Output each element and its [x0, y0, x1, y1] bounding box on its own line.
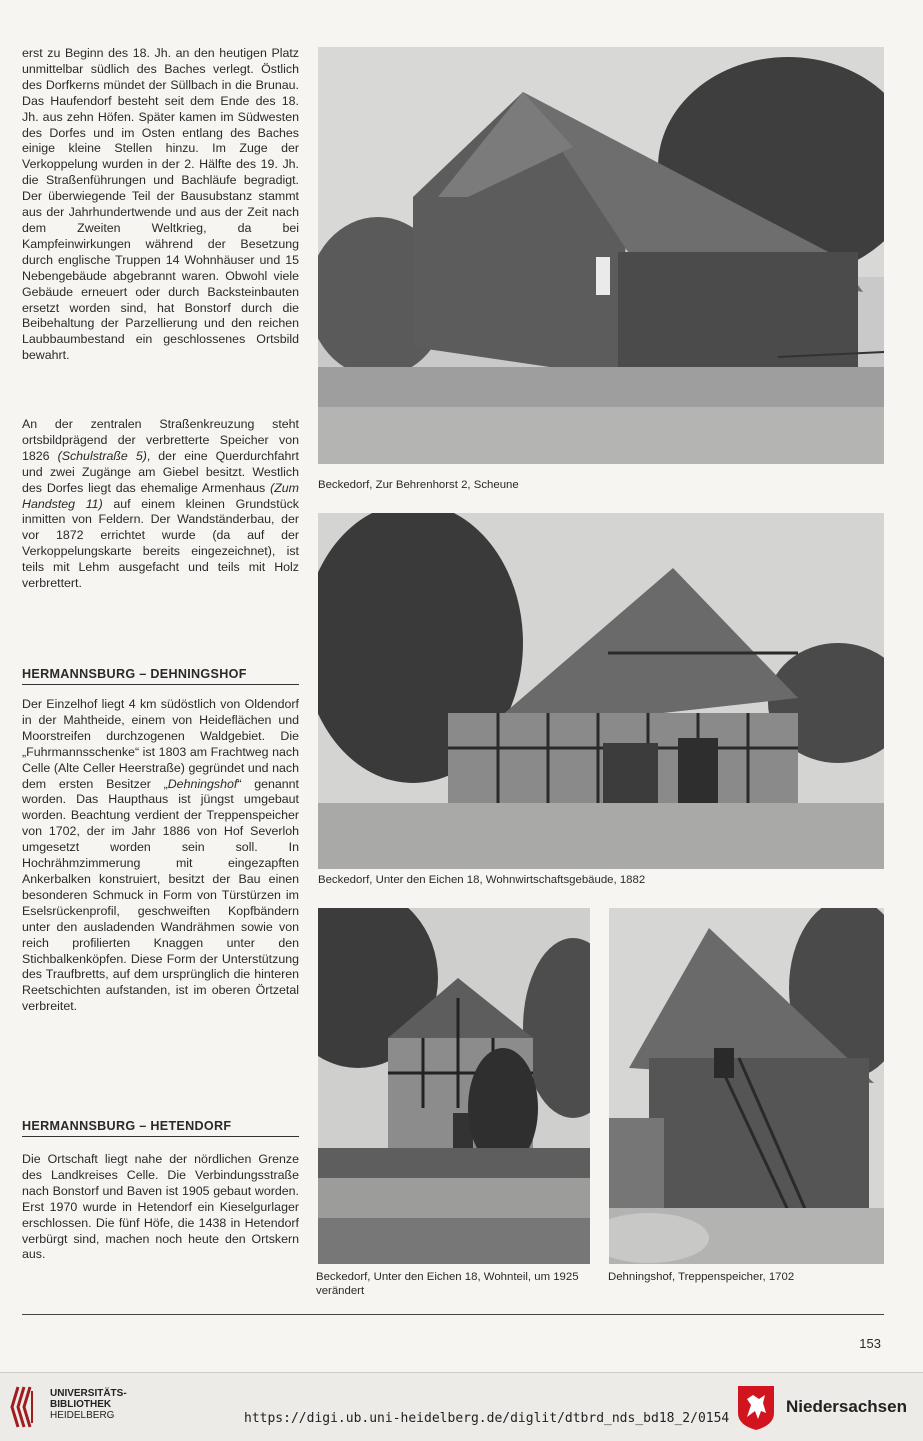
library-line: UNIVERSITÄTS-: [50, 1388, 127, 1399]
name-italic: Dehningshof: [167, 776, 238, 791]
paragraph-text: [22, 697, 299, 1015]
caption-photo-barn: Beckedorf, Zur Behrenhorst 2, Scheune: [318, 479, 519, 491]
section-heading-dehningshof: HERMANNSBURG – DEHNINGSHOF: [22, 667, 299, 685]
text-paragraph-dehningshof: [22, 697, 299, 1015]
text-span: Der Einzelhof liegt 4 km südöstlich von Oldendorf in der Mahtheide, einem von Heideflächen und Moorstreifen durchzogenen Waldgebiet. Die „Fuhrmannsschenke“ ist 1803 am Frachtweg nach Celle (Alte Celler Heerstraße) gegründet und nach dem ersten Besitzer „: [22, 697, 299, 791]
caption-photo-house: Beckedorf, Unter den Eichen 18, Wohnteil, um 1925 verändert: [316, 1271, 579, 1297]
page-divider: [22, 1314, 884, 1315]
university-library-logo-icon[interactable]: [10, 1385, 44, 1434]
photo-house: [318, 908, 590, 1264]
text-paragraph-bonstorf: [22, 46, 299, 364]
section-heading-hetendorf: HERMANNSBURG – HETENDORF: [22, 1119, 299, 1137]
paragraph-text: erst zu Beginn des 18. Jh. an den heutigen Platz unmittelbar südlich des Baches verlegt. Östlich des Dorfkerns mündet der Süllbach in die Brunau. Das Haufendorf besteht seit dem Ende des 18. Jh. aus zehn Höfen. Später kamen im Südwesten des Dorfes und im Osten entlang des Baches einige kleine Stellen hinzu. Im Zuge der Verkoppelung wurden in der 2. Hälfte des 19. Jh. die Straßenführungen und Bachläufe begradigt. Der überwiegende Teil der Bausubstanz stammt aus der Jahrhundertwende und aus der Zeit nach dem Zweiten Weltkrieg, da bei Kampfeinwirkungen während der Besetzung durch englische Truppen 14 Wohnhäuser und 15 Nebengebäude abgebrannt waren. Obwohl viele Gebäude erneuert oder durch Backsteinbauten ersetzt worden sind, hat Bonstorf durch die Beibehaltung der Parzellierung und den reichen Laubbaumbestand ein geschlossenes Ortsbild bewahrt.: [22, 46, 299, 363]
university-library-name: [50, 1388, 127, 1421]
photo-farmhouse: [318, 513, 884, 869]
library-line: BIBLIOTHEK: [50, 1399, 112, 1410]
caption-photo-treppenspeicher: Dehningshof, Treppenspeicher, 1702: [608, 1271, 795, 1283]
photo-barn: [318, 47, 884, 464]
text-span: auf einem kleinen Grundstück inmitten von Feldern. Der Wandständerbau, der vor 1872 errichtet wurde (da auf der Verkoppelungskarte bereits eingezeichnet), ist teils mit Lehm ausgefacht und teils mit Holz verbrettert.: [22, 496, 299, 591]
text-paragraph-hetendorf: [22, 1152, 299, 1263]
page-number: 153: [859, 1336, 881, 1351]
caption-photo-farmhouse: Beckedorf, Unter den Eichen 18, Wohnwirtschaftsgebäude, 1882: [318, 874, 646, 886]
paragraph-text: [22, 417, 299, 592]
text-span: , der eine Querdurchfahrt und zwei Zugänge am Giebel besitzt. Westlich des Dorfes liegt das ehemalige Armenhaus: [22, 448, 299, 495]
niedersachsen-horse-icon[interactable]: [735, 1383, 777, 1436]
library-line: HEIDELBERG: [50, 1410, 115, 1421]
niedersachsen-label: Niedersachsen: [786, 1397, 907, 1416]
address-italic: (Zum Handsteg 11): [22, 480, 299, 511]
photo-treppenspeicher: [609, 908, 884, 1264]
text-paragraph-speicher: [22, 417, 299, 592]
text-span: An der zentralen Straßenkreuzung steht ortsbildprägend der verbretterte Speicher von 1826: [22, 417, 299, 463]
paragraph-text: Die Ortschaft liegt nahe der nördlichen Grenze des Landkreises Celle. Die Verbindungsstraße nach Bonstorf und Baven ist 1905 gebaut worden. Erst 1970 wurde in Hetendorf ein Kieselgurlager erschlossen. Die fünf Höfe, die 1438 in Hetendorf verbürgt sind, machen noch heute den Ortskern aus.: [22, 1152, 299, 1262]
footer-bar: [0, 1372, 923, 1441]
source-url-link[interactable]: https://digi.ub.uni-heidelberg.de/diglit/dtbrd_nds_bd18_2/0154: [244, 1411, 730, 1426]
text-span: “ genannt worden. Das Haupthaus ist jüngst umgebaut worden. Beachtung verdient der Treppenspeicher von 1702, der im Jahr 1886 von Hof Severloh umgesetzt worden sein soll. In Hochrähmzimmerung mit eingezapften Ankerbalken konstruiert, besitzt der Bau einen besonderen Schmuck in Form von Türstürzen im Eselsrückenprofil, geschweiften Kopfbändern unter den ausladenden Wandrähmen sowie von reich profilierten Knaggen unter den Stichbalkenköpfen. Diese Form der Unterstützung des Traufbretts, auf dem ursprünglich die hinteren Reetschichten aufstanden, ist im oberen Örtzetal verbreitet.: [22, 776, 299, 1014]
address-italic: (Schulstraße 5): [57, 448, 147, 463]
